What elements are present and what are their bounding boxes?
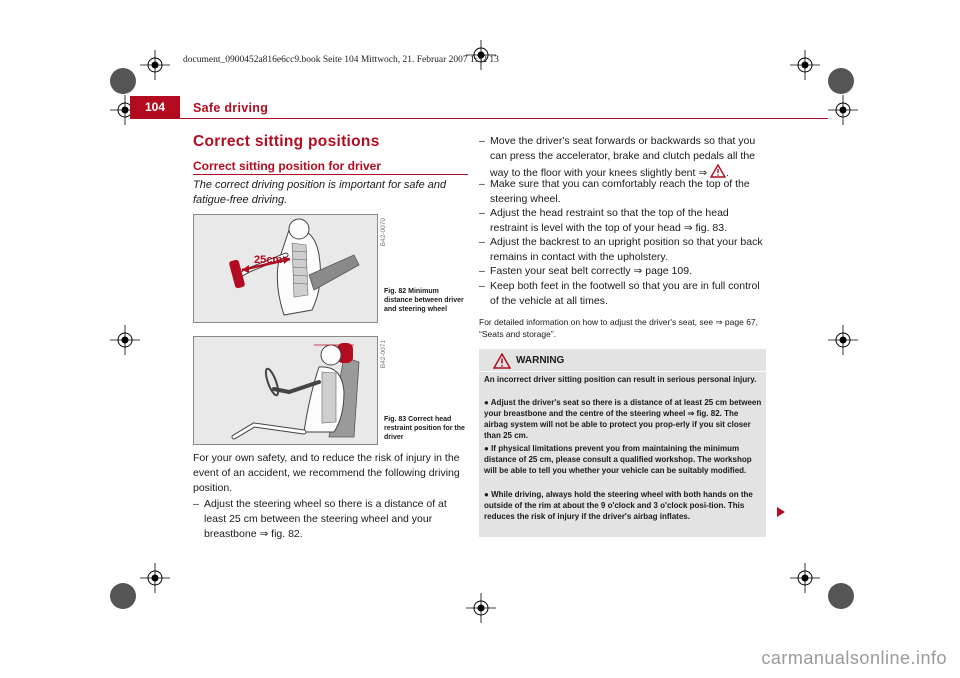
subsection-rule: [193, 174, 468, 175]
warning-triangle-icon: [710, 164, 726, 178]
registration-mark-icon: [140, 50, 170, 80]
warning-divider: [479, 371, 766, 372]
continue-arrow-icon: [777, 507, 785, 517]
page-number: 104: [130, 96, 180, 119]
header-rule: [180, 118, 828, 119]
crop-mark-dot-icon: [110, 68, 136, 94]
step-item: – Fasten your seat belt correctly ⇒ page 109.: [479, 265, 692, 277]
step-item: – Make sure that you can comfortably reach the top of the steering wheel.: [479, 178, 750, 205]
step-item: – Adjust the steering wheel so there is a distance of at least 25 cm between the steering wheel and your breastbone ⇒ fig. 82.: [193, 498, 447, 540]
running-title: Safe driving: [193, 101, 269, 115]
registration-mark-icon: [828, 95, 858, 125]
warning-box: [479, 349, 766, 537]
step-item: – Move the driver's seat forwards or backwards so that you can press the accelerator, brake and clutch pedals all the way to the floor with your knees slightly bent ⇒ .: [479, 135, 756, 179]
figure-83-caption: Fig. 83 Correct head restraint position for the driver: [384, 416, 465, 441]
cross-reference-note: For detailed information on how to adjust the driver's seat, see ⇒ page 67, “Seats and storage”.: [479, 317, 759, 339]
crop-mark-dot-icon: [828, 68, 854, 94]
registration-mark-icon: [466, 593, 496, 623]
registration-mark-icon: [790, 50, 820, 80]
warning-title: WARNING: [516, 355, 565, 366]
driver-distance-illustration: [194, 215, 377, 322]
crop-mark-dot-icon: [110, 583, 136, 609]
figure-82-caption: Fig. 82 Minimum distance between driver and steering wheel: [384, 288, 464, 313]
warning-intro: An incorrect driver sitting position can result in serious personal injury.: [484, 375, 757, 384]
registration-mark-icon: [790, 563, 820, 593]
intro-text: The correct driving position is important for safe and fatigue-free driving.: [193, 179, 447, 206]
crop-mark-dot-icon: [828, 583, 854, 609]
figure-82: [193, 214, 378, 323]
head-restraint-illustration: [194, 337, 377, 444]
warning-bullet: ● While driving, always hold the steering wheel with both hands on the outside of the rim at about the 9 o'clock and 3 o'clock posi-tion. This reduces the risk of injury if the driver's airbag inflates.: [484, 490, 753, 521]
warning-triangle-icon: [493, 353, 511, 369]
section-title: Correct sitting positions: [193, 133, 380, 150]
figure-82-distance-label: 25cm: [254, 254, 283, 266]
file-header: document_0900452a816e6cc9.book Seite 104 Mittwoch, 21. Februar 2007 1:32 13: [183, 55, 499, 65]
subsection-title: Correct sitting position for driver: [193, 159, 382, 173]
figure-83: [193, 336, 378, 445]
registration-mark-icon: [828, 325, 858, 355]
step-item: – Adjust the backrest to an upright position so that your back remains in contact with the upholstery.: [479, 236, 763, 263]
step-item: – Adjust the head restraint so that the top of the head restraint is level with the top of your head ⇒ fig. 83.: [479, 207, 729, 234]
body-paragraph: For your own safety, and to reduce the risk of injury in the event of an accident, we recommend the following driving position.: [193, 452, 460, 494]
figure-83-code: B42-0071: [380, 340, 387, 369]
warning-bullet: ● Adjust the driver's seat so there is a distance of at least 25 cm between your breastbone and the centre of the steering wheel ⇒ fig. 82. The airbag system will not be able to protect you prop-erly if you sit closer than 25 cm.: [484, 398, 762, 440]
figure-82-code: B42-0070: [380, 218, 387, 247]
warning-bullet: ● If physical limitations prevent you from maintaining the minimum distance of 25 cm, please consult a qualified workshop. The workshop will be able to tell you whether your vehicle can be suitably modified.: [484, 444, 752, 475]
watermark: carmanualsonline.info: [761, 648, 947, 668]
step-item: – Keep both feet in the footwell so that you are in full control of the vehicle at all times.: [479, 280, 760, 307]
registration-mark-icon: [140, 563, 170, 593]
registration-mark-icon: [110, 325, 140, 355]
